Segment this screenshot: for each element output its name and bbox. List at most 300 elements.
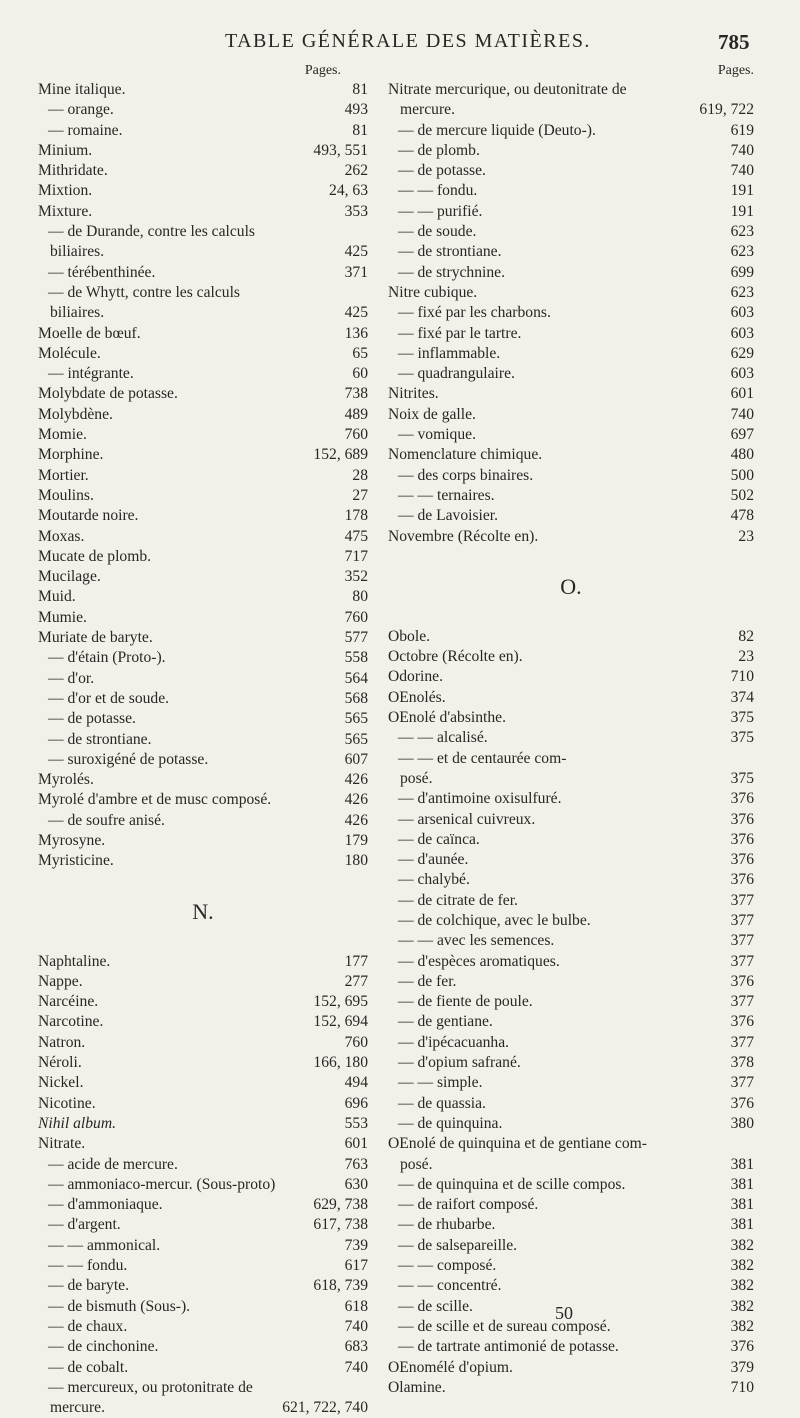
entry-pages: 740 bbox=[344, 1358, 368, 1376]
index-entry bbox=[388, 1175, 754, 1195]
entry-pages: 553 bbox=[344, 1114, 368, 1132]
entry-term: — de fiente de poule. bbox=[398, 993, 533, 1011]
entry-pages: 376 bbox=[730, 1338, 754, 1356]
index-entry bbox=[38, 669, 368, 689]
entry-term: Mumie. bbox=[38, 608, 87, 626]
entry-term: Molybdate de potasse. bbox=[38, 385, 178, 403]
entry-pages: 375 bbox=[730, 709, 754, 727]
index-list-m bbox=[38, 80, 368, 872]
entry-pages: 65 bbox=[352, 344, 368, 362]
entry-pages: 376 bbox=[730, 1013, 754, 1031]
entry-term: — de tartrate antimonié de potasse. bbox=[398, 1338, 619, 1356]
entry-term: — — avec les semences. bbox=[398, 932, 555, 950]
entry-pages: 629 bbox=[730, 344, 754, 362]
entry-term: — d'or et de soude. bbox=[48, 689, 170, 707]
entry-term: — de cobalt. bbox=[48, 1358, 129, 1376]
entry-pages: 564 bbox=[344, 669, 368, 687]
signature-mark: 50 bbox=[555, 1303, 573, 1323]
entry-pages: 480 bbox=[730, 446, 754, 464]
index-entry bbox=[388, 891, 754, 911]
index-entry bbox=[388, 324, 754, 344]
entry-pages: 191 bbox=[730, 202, 754, 220]
entry-term: — térébenthinée. bbox=[48, 263, 156, 281]
index-entry bbox=[38, 608, 368, 628]
entry-pages: 621, 722, 740 bbox=[282, 1399, 368, 1417]
entry-term: — de strontiane. bbox=[48, 730, 152, 748]
entry-pages: 558 bbox=[344, 649, 368, 667]
index-entry bbox=[38, 648, 368, 668]
entry-term: Nitrate mercurique, ou deutonitrate de bbox=[388, 81, 627, 98]
entry-term: — chalybé. bbox=[398, 871, 470, 889]
index-entry bbox=[38, 1114, 368, 1134]
index-entry bbox=[38, 263, 368, 283]
entry-pages: 475 bbox=[344, 527, 368, 545]
index-entry bbox=[388, 789, 754, 809]
index-entry bbox=[388, 202, 754, 222]
entry-pages: 381 bbox=[730, 1216, 754, 1234]
entry-term: Noix de galle. bbox=[388, 405, 476, 423]
entry-pages: 382 bbox=[730, 1317, 754, 1335]
index-entry bbox=[388, 850, 754, 870]
entry-term: — d'étain (Proto-). bbox=[48, 649, 166, 667]
index-entry bbox=[388, 466, 754, 486]
index-list-o bbox=[388, 627, 754, 1398]
entry-term: — ammoniaco-mercur. (Sous-proto) bbox=[48, 1175, 276, 1193]
entry-term: — d'antimoine oxisulfuré. bbox=[398, 790, 562, 808]
entry-term: posé. bbox=[400, 769, 433, 787]
index-entry bbox=[388, 1134, 754, 1154]
index-entry bbox=[38, 1155, 368, 1175]
entry-term: Nitrites. bbox=[388, 385, 439, 403]
entry-pages: 177 bbox=[344, 952, 368, 970]
entry-term: mercure. bbox=[400, 101, 455, 119]
index-entry bbox=[38, 384, 368, 404]
entry-pages: 697 bbox=[730, 426, 754, 444]
index-entry bbox=[388, 1195, 754, 1215]
index-entry bbox=[38, 80, 368, 100]
index-entry bbox=[38, 1398, 368, 1418]
index-entry bbox=[38, 851, 368, 871]
entry-term: — d'opium safrané. bbox=[398, 1054, 521, 1072]
index-entry bbox=[388, 952, 754, 972]
entry-pages: 603 bbox=[730, 365, 754, 383]
entry-term: Naphtaline. bbox=[38, 952, 111, 970]
index-entry bbox=[38, 425, 368, 445]
index-entry bbox=[38, 1175, 368, 1195]
index-entry bbox=[388, 769, 754, 789]
index-entry bbox=[388, 911, 754, 931]
index-entry bbox=[388, 364, 754, 384]
entry-term: Nickel. bbox=[38, 1074, 84, 1092]
index-entry bbox=[388, 344, 754, 364]
index-entry bbox=[38, 405, 368, 425]
entry-pages: 178 bbox=[344, 507, 368, 525]
entry-term: — de caïnca. bbox=[398, 830, 480, 848]
index-entry bbox=[388, 667, 754, 687]
pages-label: Pages. bbox=[717, 63, 754, 78]
entry-term: — d'or. bbox=[48, 669, 95, 687]
index-entry bbox=[38, 486, 368, 506]
index-entry bbox=[38, 1215, 368, 1235]
index-entry bbox=[38, 567, 368, 587]
index-entry bbox=[38, 1033, 368, 1053]
index-entry bbox=[388, 1155, 754, 1175]
entry-term: Moulins. bbox=[38, 486, 94, 504]
entry-term: Moutarde noire. bbox=[38, 507, 139, 525]
index-entry bbox=[38, 222, 368, 242]
entry-term: Nappe. bbox=[38, 972, 83, 990]
index-entry bbox=[388, 1378, 754, 1398]
index-entry bbox=[388, 486, 754, 506]
entry-term: — de quassia. bbox=[398, 1094, 486, 1112]
entry-pages: 382 bbox=[730, 1236, 754, 1254]
entry-term: — romaine. bbox=[48, 121, 123, 139]
entry-pages: 80 bbox=[352, 588, 368, 606]
entry-pages: 24, 63 bbox=[329, 182, 368, 200]
index-entry bbox=[38, 466, 368, 486]
entry-pages: 426 bbox=[344, 771, 368, 789]
entry-pages: 740 bbox=[730, 405, 754, 423]
entry-pages: 623 bbox=[730, 223, 754, 241]
index-entry bbox=[388, 749, 754, 769]
entry-term: — d'aunée. bbox=[398, 851, 469, 869]
entry-pages: 629, 738 bbox=[313, 1196, 368, 1214]
entry-term: — de citrate de fer. bbox=[398, 891, 518, 909]
entry-pages: 381 bbox=[730, 1155, 754, 1173]
entry-pages: 478 bbox=[730, 507, 754, 525]
index-entry bbox=[38, 141, 368, 161]
index-entry bbox=[38, 628, 368, 648]
entry-pages: 262 bbox=[344, 162, 368, 180]
entry-term: — de soufre anisé. bbox=[48, 811, 165, 829]
entry-pages: 699 bbox=[730, 263, 754, 281]
entry-pages: 28 bbox=[352, 466, 368, 484]
entry-term: Myristicine. bbox=[38, 852, 114, 870]
entry-pages: 619 bbox=[730, 121, 754, 139]
entry-pages: 577 bbox=[344, 629, 368, 647]
entry-term: Momie. bbox=[38, 426, 87, 444]
entry-pages: 376 bbox=[730, 810, 754, 828]
entry-term: — fixé par le tartre. bbox=[398, 324, 522, 342]
index-entry bbox=[388, 303, 754, 323]
entry-pages: 352 bbox=[344, 568, 368, 586]
entry-pages: 568 bbox=[344, 689, 368, 707]
entry-pages: 136 bbox=[344, 324, 368, 342]
index-entry bbox=[388, 627, 754, 647]
entry-pages: 617, 738 bbox=[313, 1216, 368, 1234]
entry-term: Nihil album. bbox=[38, 1114, 116, 1132]
entry-term: OEnolés. bbox=[388, 688, 446, 706]
index-entry bbox=[38, 1236, 368, 1256]
index-entry bbox=[38, 1134, 368, 1154]
index-entry bbox=[38, 1094, 368, 1114]
index-entry bbox=[38, 790, 368, 810]
entry-pages: 603 bbox=[730, 304, 754, 322]
entry-pages: 382 bbox=[730, 1297, 754, 1315]
index-entry bbox=[388, 1033, 754, 1053]
entry-term: — — composé. bbox=[398, 1257, 497, 1275]
entry-pages: 379 bbox=[730, 1358, 754, 1376]
entry-pages: 426 bbox=[344, 791, 368, 809]
index-entry bbox=[38, 750, 368, 770]
entry-term: — de baryte. bbox=[48, 1277, 129, 1295]
entry-pages: 277 bbox=[344, 972, 368, 990]
entry-term: — d'ipécacuanha. bbox=[398, 1033, 510, 1051]
entry-pages: 760 bbox=[344, 426, 368, 444]
entry-pages: 565 bbox=[344, 710, 368, 728]
index-entry bbox=[388, 1094, 754, 1114]
entry-term: — de scille et de sureau composé. bbox=[398, 1317, 611, 1335]
index-entry bbox=[38, 972, 368, 992]
entry-pages: 623 bbox=[730, 243, 754, 261]
entry-pages: 375 bbox=[730, 769, 754, 787]
entry-pages: 426 bbox=[344, 811, 368, 829]
index-entry bbox=[388, 708, 754, 728]
entry-pages: 618, 739 bbox=[313, 1277, 368, 1295]
index-entry bbox=[38, 1297, 368, 1317]
page-header bbox=[0, 30, 800, 60]
index-entry bbox=[388, 1073, 754, 1093]
entry-pages: 494 bbox=[344, 1074, 368, 1092]
entry-pages: 425 bbox=[344, 304, 368, 322]
entry-term: — — ternaires. bbox=[398, 486, 495, 504]
entry-pages: 489 bbox=[344, 405, 368, 423]
index-entry bbox=[388, 527, 754, 547]
entry-term: — — concentré. bbox=[398, 1277, 502, 1295]
index-entry bbox=[388, 931, 754, 951]
index-entry bbox=[388, 80, 754, 100]
index-entry bbox=[388, 384, 754, 404]
entry-term: — suroxigéné de potasse. bbox=[48, 750, 209, 768]
index-entry bbox=[388, 1012, 754, 1032]
entry-pages: 376 bbox=[730, 851, 754, 869]
entry-term: biliaires. bbox=[50, 243, 105, 261]
index-entry bbox=[388, 1114, 754, 1134]
entry-term: — — fondu. bbox=[398, 182, 478, 200]
entry-pages: 493, 551 bbox=[313, 141, 368, 159]
entry-term: Muid. bbox=[38, 588, 76, 606]
entry-term: — mercureux, ou protonitrate de bbox=[48, 1378, 253, 1396]
index-entry bbox=[38, 161, 368, 181]
entry-pages: 81 bbox=[352, 81, 368, 98]
entry-pages: 381 bbox=[730, 1196, 754, 1214]
entry-term: — — fondu. bbox=[48, 1257, 128, 1275]
index-entry bbox=[388, 445, 754, 465]
entry-term: Nicotine. bbox=[38, 1094, 96, 1112]
entry-pages: 382 bbox=[730, 1277, 754, 1295]
entry-pages: 630 bbox=[344, 1175, 368, 1193]
index-entry bbox=[388, 972, 754, 992]
entry-pages: 740 bbox=[730, 141, 754, 159]
entry-pages: 23 bbox=[738, 527, 754, 545]
entry-pages: 502 bbox=[730, 486, 754, 504]
entry-term: mercure. bbox=[50, 1399, 105, 1417]
entry-pages: 374 bbox=[730, 688, 754, 706]
entry-pages: 618 bbox=[344, 1297, 368, 1315]
entry-pages: 27 bbox=[352, 486, 368, 504]
entry-term: — de mercure liquide (Deuto-). bbox=[398, 121, 596, 139]
entry-pages: 152, 694 bbox=[313, 1013, 368, 1031]
entry-term: — de Whytt, contre les calculs bbox=[48, 283, 240, 301]
entry-term: Mixtion. bbox=[38, 182, 93, 200]
entry-pages: 619, 722 bbox=[699, 101, 754, 119]
entry-term: — de quinquina. bbox=[398, 1114, 503, 1132]
entry-term: — acide de mercure. bbox=[48, 1155, 178, 1173]
entry-pages: 82 bbox=[738, 627, 754, 645]
entry-term: — arsenical cuivreux. bbox=[398, 810, 536, 828]
index-entry bbox=[38, 992, 368, 1012]
entry-term: Natron. bbox=[38, 1033, 86, 1051]
entry-term: biliaires. bbox=[50, 304, 105, 322]
entry-pages: 710 bbox=[730, 668, 754, 686]
entry-term: Moxas. bbox=[38, 527, 85, 545]
index-entry bbox=[38, 730, 368, 750]
index-entry bbox=[38, 121, 368, 141]
entry-term: — de chaux. bbox=[48, 1317, 128, 1335]
entry-pages: 381 bbox=[730, 1175, 754, 1193]
index-entry bbox=[38, 1378, 368, 1398]
index-entry bbox=[388, 1236, 754, 1256]
page-number: 785 bbox=[718, 30, 750, 54]
entry-term: — — ammonical. bbox=[48, 1236, 161, 1254]
index-entry bbox=[38, 283, 368, 303]
index-entry bbox=[388, 1256, 754, 1276]
entry-term: — de scille. bbox=[398, 1297, 473, 1315]
entry-term: — de Lavoisier. bbox=[398, 507, 499, 525]
index-entry bbox=[388, 1215, 754, 1235]
entry-term: — de Durande, contre les calculs bbox=[48, 223, 255, 241]
entry-term: — des corps binaires. bbox=[398, 466, 534, 484]
entry-pages: 376 bbox=[730, 790, 754, 808]
entry-pages: 377 bbox=[730, 891, 754, 909]
index-entry bbox=[38, 709, 368, 729]
index-entry bbox=[388, 242, 754, 262]
entry-term: Novembre (Récolte en). bbox=[388, 527, 539, 545]
entry-pages: 60 bbox=[352, 365, 368, 383]
entry-pages: 23 bbox=[738, 648, 754, 666]
entry-term: Néroli. bbox=[38, 1054, 82, 1072]
index-entry bbox=[38, 324, 368, 344]
index-entry bbox=[38, 202, 368, 222]
entry-pages: 763 bbox=[344, 1155, 368, 1173]
index-entry bbox=[388, 506, 754, 526]
entry-term: Mixture. bbox=[38, 202, 93, 220]
entry-term: Mine italique. bbox=[38, 81, 126, 98]
index-entry bbox=[38, 1337, 368, 1357]
index-entry bbox=[38, 689, 368, 709]
entry-term: Myrosyne. bbox=[38, 831, 106, 849]
entry-pages: 152, 689 bbox=[313, 446, 368, 464]
entry-term: — de colchique, avec le bulbe. bbox=[398, 911, 591, 929]
entry-term: — de cinchonine. bbox=[48, 1338, 159, 1356]
entry-term: Nitrate. bbox=[38, 1135, 86, 1153]
pages-label: Pages. bbox=[304, 63, 341, 78]
entry-term: — de potasse. bbox=[48, 710, 136, 728]
index-entry bbox=[388, 405, 754, 425]
entry-pages: 377 bbox=[730, 932, 754, 950]
entry-term: Myrolés. bbox=[38, 771, 94, 789]
section-letter-o: O. bbox=[560, 573, 582, 599]
index-entry bbox=[38, 445, 368, 465]
entry-pages: 710 bbox=[730, 1378, 754, 1396]
entry-term: OEnolé d'absinthe. bbox=[388, 709, 507, 727]
entry-term: — quadrangulaire. bbox=[398, 365, 515, 383]
entry-pages: 376 bbox=[730, 830, 754, 848]
index-entry bbox=[38, 1012, 368, 1032]
entry-pages: 760 bbox=[344, 1033, 368, 1051]
entry-term: Olamine. bbox=[388, 1378, 446, 1396]
index-entry bbox=[388, 283, 754, 303]
entry-term: Mithridate. bbox=[38, 162, 108, 180]
index-entry bbox=[388, 425, 754, 445]
index-entry bbox=[388, 688, 754, 708]
entry-term: — d'ammoniaque. bbox=[48, 1196, 163, 1214]
entry-term: — de quinquina et de scille compos. bbox=[398, 1175, 626, 1193]
entry-pages: 425 bbox=[344, 243, 368, 261]
entry-pages: 380 bbox=[730, 1114, 754, 1132]
entry-term: Nitre cubique. bbox=[388, 283, 478, 301]
entry-term: — inflammable. bbox=[398, 344, 501, 362]
index-entry bbox=[38, 506, 368, 526]
entry-term: Muriate de baryte. bbox=[38, 629, 153, 647]
entry-pages: 565 bbox=[344, 730, 368, 748]
index-entry bbox=[388, 810, 754, 830]
left-column bbox=[38, 58, 368, 1418]
entry-term: Mucate de plomb. bbox=[38, 547, 152, 565]
index-entry bbox=[38, 952, 368, 972]
entry-pages: 601 bbox=[730, 385, 754, 403]
entry-term: — orange. bbox=[48, 101, 114, 119]
entry-term: — de soude. bbox=[398, 223, 477, 241]
entry-pages: 717 bbox=[344, 547, 368, 565]
index-entry bbox=[38, 1358, 368, 1378]
index-entry bbox=[388, 830, 754, 850]
entry-term: — de strychnine. bbox=[398, 263, 505, 281]
right-column bbox=[388, 58, 754, 1398]
entry-term: Minium. bbox=[38, 141, 93, 159]
entry-term: — — simple. bbox=[398, 1074, 483, 1092]
entry-pages: 740 bbox=[344, 1317, 368, 1335]
entry-term: — de plomb. bbox=[398, 141, 480, 159]
entry-term: Nomenclature chimique. bbox=[388, 446, 543, 464]
index-entry bbox=[38, 1276, 368, 1296]
index-entry bbox=[38, 1317, 368, 1337]
entry-pages: 493 bbox=[344, 101, 368, 119]
index-entry bbox=[38, 547, 368, 567]
entry-pages: 180 bbox=[344, 852, 368, 870]
entry-term: OEnolé de quinquina et de gentiane com- bbox=[388, 1135, 647, 1153]
index-entry bbox=[38, 364, 368, 384]
index-entry bbox=[388, 1337, 754, 1357]
entry-term: Molécule. bbox=[38, 344, 101, 362]
entry-pages: 166, 180 bbox=[313, 1054, 368, 1072]
entry-term: Moelle de bœuf. bbox=[38, 324, 141, 342]
entry-term: — de bismuth (Sous-). bbox=[48, 1297, 191, 1315]
entry-term: Myrolé d'ambre et de musc composé. bbox=[38, 791, 272, 809]
entry-term: — fixé par les charbons. bbox=[398, 304, 551, 322]
index-entry bbox=[38, 587, 368, 607]
index-entry bbox=[388, 222, 754, 242]
entry-pages: 371 bbox=[344, 263, 368, 281]
index-entry bbox=[388, 728, 754, 748]
entry-term: — de gentiane. bbox=[398, 1013, 493, 1031]
entry-pages: 683 bbox=[344, 1338, 368, 1356]
entry-term: — d'espèces aromatiques. bbox=[398, 952, 560, 970]
entry-pages: 607 bbox=[344, 750, 368, 768]
entry-pages: 623 bbox=[730, 283, 754, 301]
entry-term: — d'argent. bbox=[48, 1216, 121, 1234]
entry-pages: 696 bbox=[344, 1094, 368, 1112]
